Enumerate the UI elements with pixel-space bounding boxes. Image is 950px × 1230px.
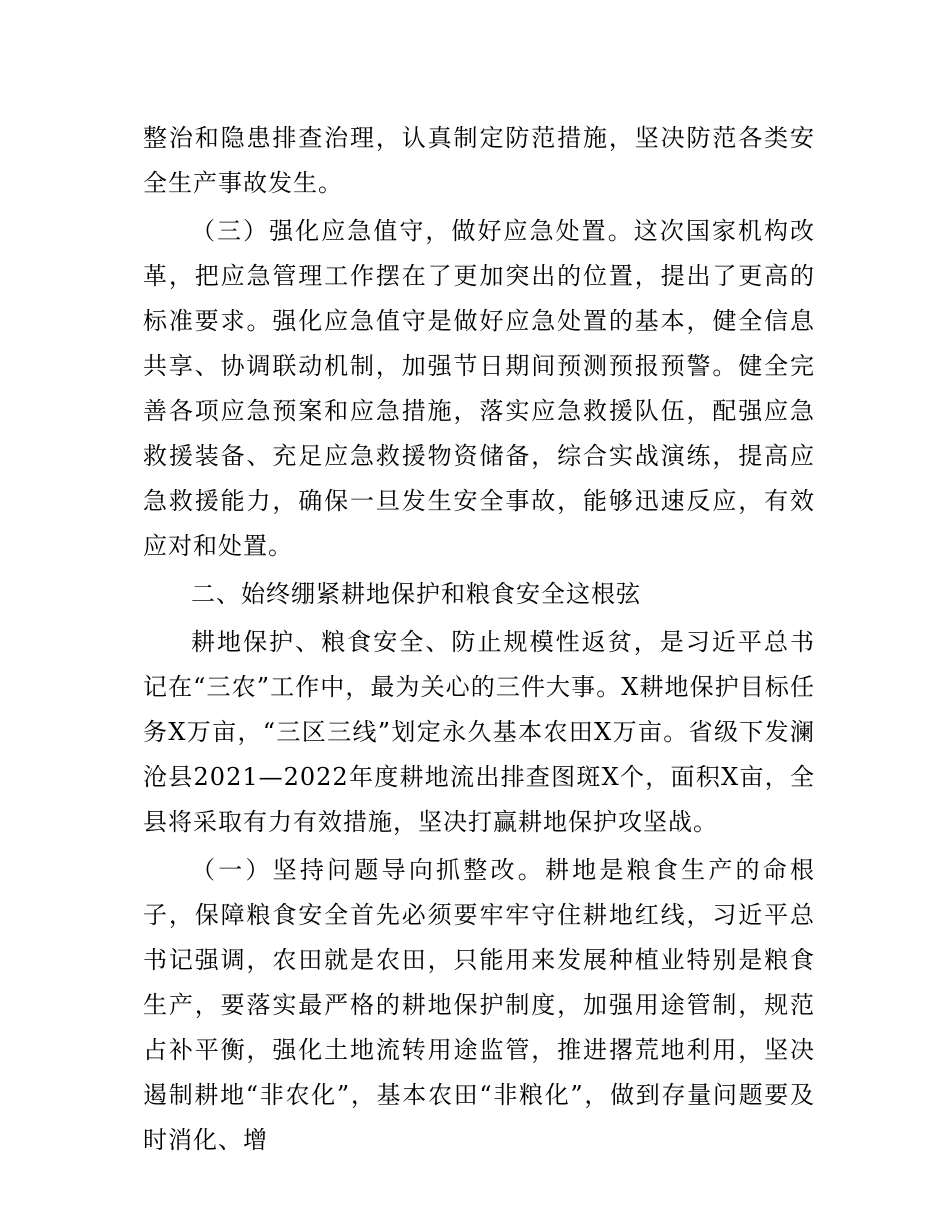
paragraph-farmland-protection: 耕地保护、粮食安全、防止规模性返贫，是习近平总书记在“三农”工作中，最为关心的三件大事。X耕地保护目标任务X万亩，“三区三线”划定永久基本农田X万亩。省级下发澜沧县2021—2022年度耕地流出排查图斑X个，面积X亩，全县将采取有力有效措施，坚决打赢耕地保护攻坚战。 (143, 628, 815, 836)
paragraph-continuation: 整治和隐患排查治理，认真制定防范措施，坚决防范各类安全生产事故发生。 (143, 124, 815, 197)
paragraph-emergency-response: （三）强化应急值守，做好应急处置。这次国家机构改革，把应急管理工作摆在了更加突出的位置，提出了更高的标准要求。强化应急值守是做好应急处置的基本，健全信息共享、协调联动机制，加强节日期间预测预报预警。健全完善各项应急预案和应急措施，落实应急救援队伍，配强应急救援装备、充足应急救援物资储备，综合实战演练，提高应急救援能力，确保一旦发生安全事故，能够迅速反应，有效应对和处置。 (143, 217, 815, 560)
paragraph-problem-rectification: （一）坚持问题导向抓整改。耕地是粮食生产的命根子，保障粮食安全首先必须要牢牢守住耕地红线，习近平总书记强调，农田就是农田，只能用来发展种植业特别是粮食生产，要落实最严格的耕地保护制度，加强用途管制，规范占补平衡，强化土地流转用途监管，推进撂荒地利用，坚决遏制耕地“非农化”，基本农田“非粮化”，做到存量问题要及时消化、增 (143, 856, 815, 1154)
document-body (143, 116, 815, 1166)
section-heading-farmland-grain: 二、始终绷紧耕地保护和粮食安全这根弦 (191, 580, 641, 608)
